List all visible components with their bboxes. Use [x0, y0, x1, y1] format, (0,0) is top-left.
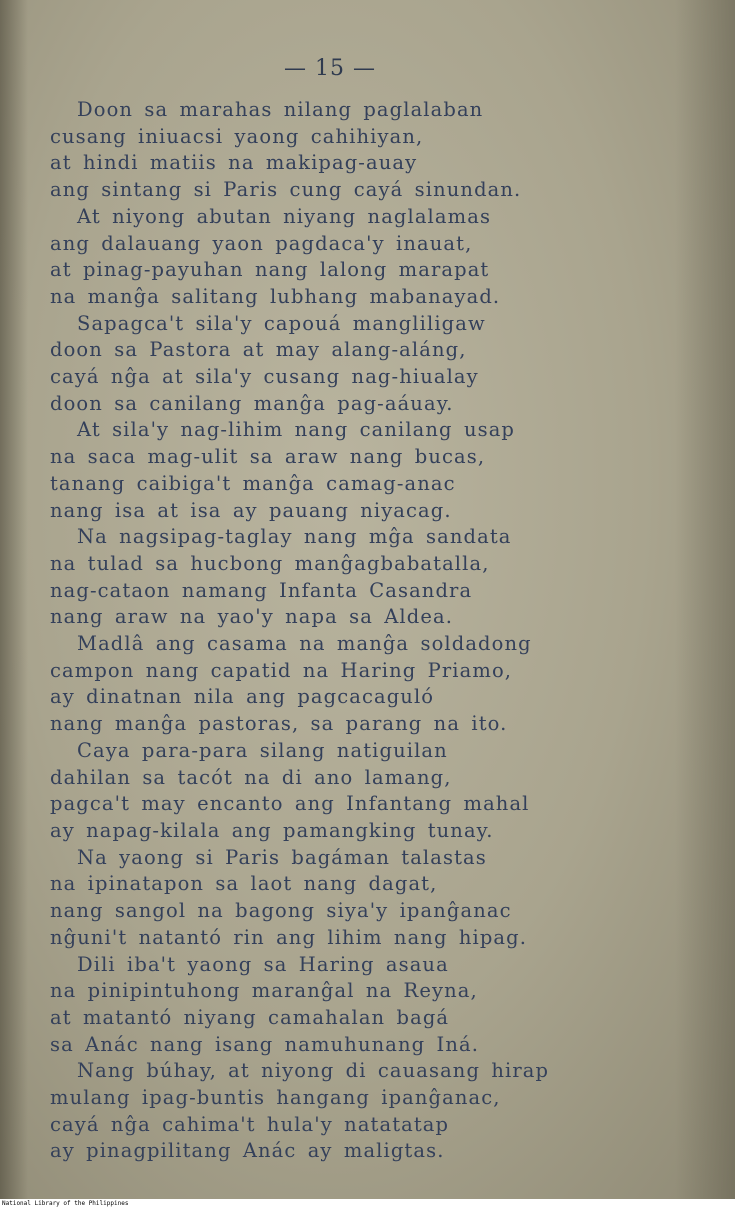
verse-line: ay pinagpilitang Anác ay maligtas. [50, 1139, 445, 1163]
verse-line: nang manĝa pastoras, sa parang na ito. [50, 712, 508, 736]
verse-line: ay napag-kilala ang pamangking tunay. [50, 818, 494, 842]
verse-line: Na yaong si Paris bagáman talastas [77, 845, 487, 869]
verse-line: ang dalauang yaon pagdaca'y inauat, [50, 231, 473, 255]
verse-line: doon sa canilang manĝa pag-aáuay. [50, 391, 454, 415]
stanza [50, 845, 650, 952]
stanza [50, 204, 650, 311]
verse-line: Na nagsipag-taglay nang mĝa sandata [77, 525, 512, 549]
page-number: — 15 — [284, 56, 376, 81]
verse-line: tanang caibiga't manĝa camag-anac [50, 471, 456, 495]
stanza [50, 524, 650, 631]
verse-line: na tulad sa hucbong manĝagbabatalla, [50, 551, 490, 575]
stanza [50, 97, 650, 204]
verse-line: Sapagca't sila'y capouá mangliligaw [77, 311, 486, 335]
verse-line: nang isa at isa ay pauang niyacag. [50, 498, 452, 522]
verse-line: ay dinatnan nila ang pagcacaguló [50, 685, 435, 709]
verse-line: mulang ipag-buntis hangang ipanĝanac, [50, 1086, 501, 1110]
verse-line: Madlâ ang casama na manĝa soldadong [77, 632, 532, 656]
verse-line: na pinipintuhong maranĝal na Reyna, [50, 979, 478, 1003]
verse-line: nag-cataon namang Infanta Casandra [50, 578, 473, 602]
verse-line: na ipinatapon sa laot nang dagat, [50, 872, 438, 896]
verse-line: na manĝa salitang lubhang mabanayad. [50, 284, 501, 308]
verse-line: at pinag-payuhan nang lalong marapat [50, 258, 490, 282]
verse-line: na saca mag-ulit sa araw nang bucas, [50, 445, 486, 469]
footer-credit: National Library of the Philippines [2, 1200, 129, 1207]
stanza [50, 738, 650, 845]
stanza [50, 311, 650, 418]
verse-line: Caya para-para silang natiguilan [77, 738, 448, 762]
verse-line: nĝuni't natantó rin ang lihim nang hipag. [50, 925, 528, 949]
verse-line: Doon sa marahas nilang paglalaban [77, 98, 484, 121]
poem-text [50, 97, 650, 1165]
stanza [50, 631, 650, 738]
verse-line: campon nang capatid na Haring Priamo, [50, 658, 513, 682]
verse-line: Dili iba't yaong sa Haring asaua [77, 952, 449, 976]
verse-line: At sila'y nag-lihim nang canilang usap [77, 418, 516, 442]
verse-line: at matantó niyang camahalan bagá [50, 1005, 450, 1029]
stanza [50, 1058, 650, 1165]
verse-line: At niyong abutan niyang naglalamas [77, 204, 492, 228]
verse-line: Nang búhay, at niyong di cauasang hirap [77, 1059, 550, 1083]
verse-line: nang araw na yao'y napa sa Aldea. [50, 605, 454, 629]
verse-line: dahilan sa tacót na di ano lamang, [50, 765, 452, 789]
verse-line: pagca't may encanto ang Infantang mahal [50, 792, 530, 816]
stanza [50, 952, 650, 1059]
verse-line: cayá nĝa cahima't hula'y natatatap [50, 1112, 450, 1136]
verse-line: ang sintang si Paris cung cayá sinundan. [50, 178, 522, 202]
stanza [50, 417, 650, 524]
verse-line: nang sangol na bagong siya'y ipanĝanac [50, 899, 512, 923]
verse-line: cusang iniuacsi yaong cahihiyan, [50, 124, 424, 148]
verse-line: sa Anác nang isang namuhunang Iná. [50, 1032, 480, 1056]
verse-line: cayá nĝa at sila'y cusang nag-hiualay [50, 365, 479, 389]
verse-line: doon sa Pastora at may alang-aláng, [50, 338, 467, 362]
verse-line: at hindi matiis na makipag-auay [50, 151, 418, 175]
